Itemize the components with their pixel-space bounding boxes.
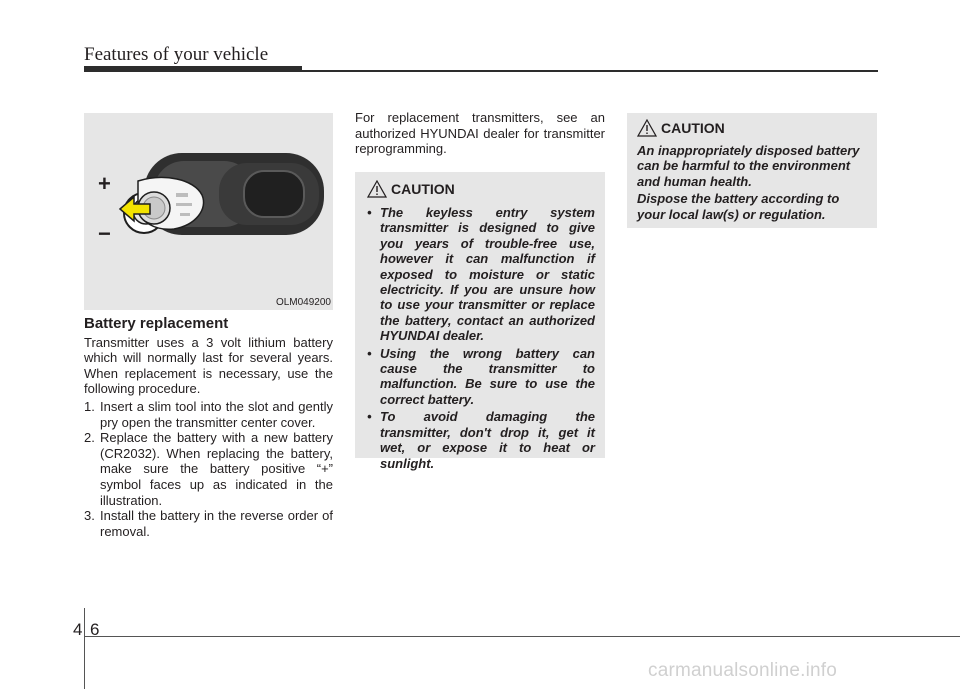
battery-steps (84, 399, 333, 539)
caution-title: CAUTION (391, 181, 455, 197)
warning-triangle-icon (367, 180, 387, 198)
plus-label: + (98, 171, 111, 196)
battery-intro: Transmitter uses a 3 volt lithium battery which will normally last for several years. When replacement is necessary, use the following procedure. (84, 334, 333, 397)
footer-vertical-rule (84, 608, 85, 689)
replacement-transmitter-note (355, 110, 605, 157)
caution-box-transmitter (355, 172, 605, 471)
caution-paragraph: An inappropriately disposed battery can be harmful to the environment and human health. (637, 143, 860, 189)
caution-item: • To avoid damaging the transmitter, don't drop it, get it wet, or expose it to heat or sunlight. (367, 409, 595, 471)
figure-code: OLM049200 (275, 297, 331, 308)
caution-body (367, 205, 595, 473)
battery-step: 2. Replace the battery with a new battery (CR2032). When replacing the battery, make sure the battery positive “+” symbol faces up as indicated in the illustration. (84, 430, 333, 508)
minus-label: − (98, 221, 111, 246)
caution-body (637, 143, 869, 224)
header-rule-thin (302, 70, 878, 72)
transmitter-illustration (84, 113, 333, 310)
caution-title: CAUTION (661, 120, 725, 136)
key-button (244, 171, 304, 217)
caution-box-disposal (627, 113, 877, 228)
warning-triangle-icon (637, 119, 657, 137)
watermark: carmanualsonline.info (648, 660, 838, 681)
footer-horizontal-rule (84, 636, 960, 637)
battery-step: 3. Install the battery in the reverse order of removal. (84, 508, 333, 539)
caution-header (367, 180, 455, 198)
caution-item: • Using the wrong battery can cause the transmitter to malfunction. Be sure to use the correct battery. (367, 345, 595, 407)
caution-header (637, 119, 725, 137)
caution-paragraph: Dispose the battery according to your local law(s) or regulation. (637, 191, 840, 222)
page-number: 6 (90, 620, 100, 639)
header-rule-thick (84, 66, 302, 72)
section-title: Battery replacement (84, 315, 229, 332)
battery-replacement-section (84, 316, 333, 539)
chapter-number: 4 (73, 620, 83, 639)
page-header-title: Features of your vehicle (84, 44, 269, 65)
battery-step: 1. Insert a slim tool into the slot and gently pry open the transmitter center cover. (84, 398, 333, 430)
replacement-note-text: For replacement transmitters, see an authorized HYUNDAI dealer for transmitter reprogramming. (355, 110, 605, 157)
transmitter-drawing (84, 113, 333, 310)
caution-item: • The keyless entry system transmitter is designed to give you years of trouble-free use, however it can malfunction if exposed to moisture or static electricity. If you are unsure how to use your transmitter or replace the battery, contact an authorized HYUNDAI dealer. (367, 205, 595, 344)
